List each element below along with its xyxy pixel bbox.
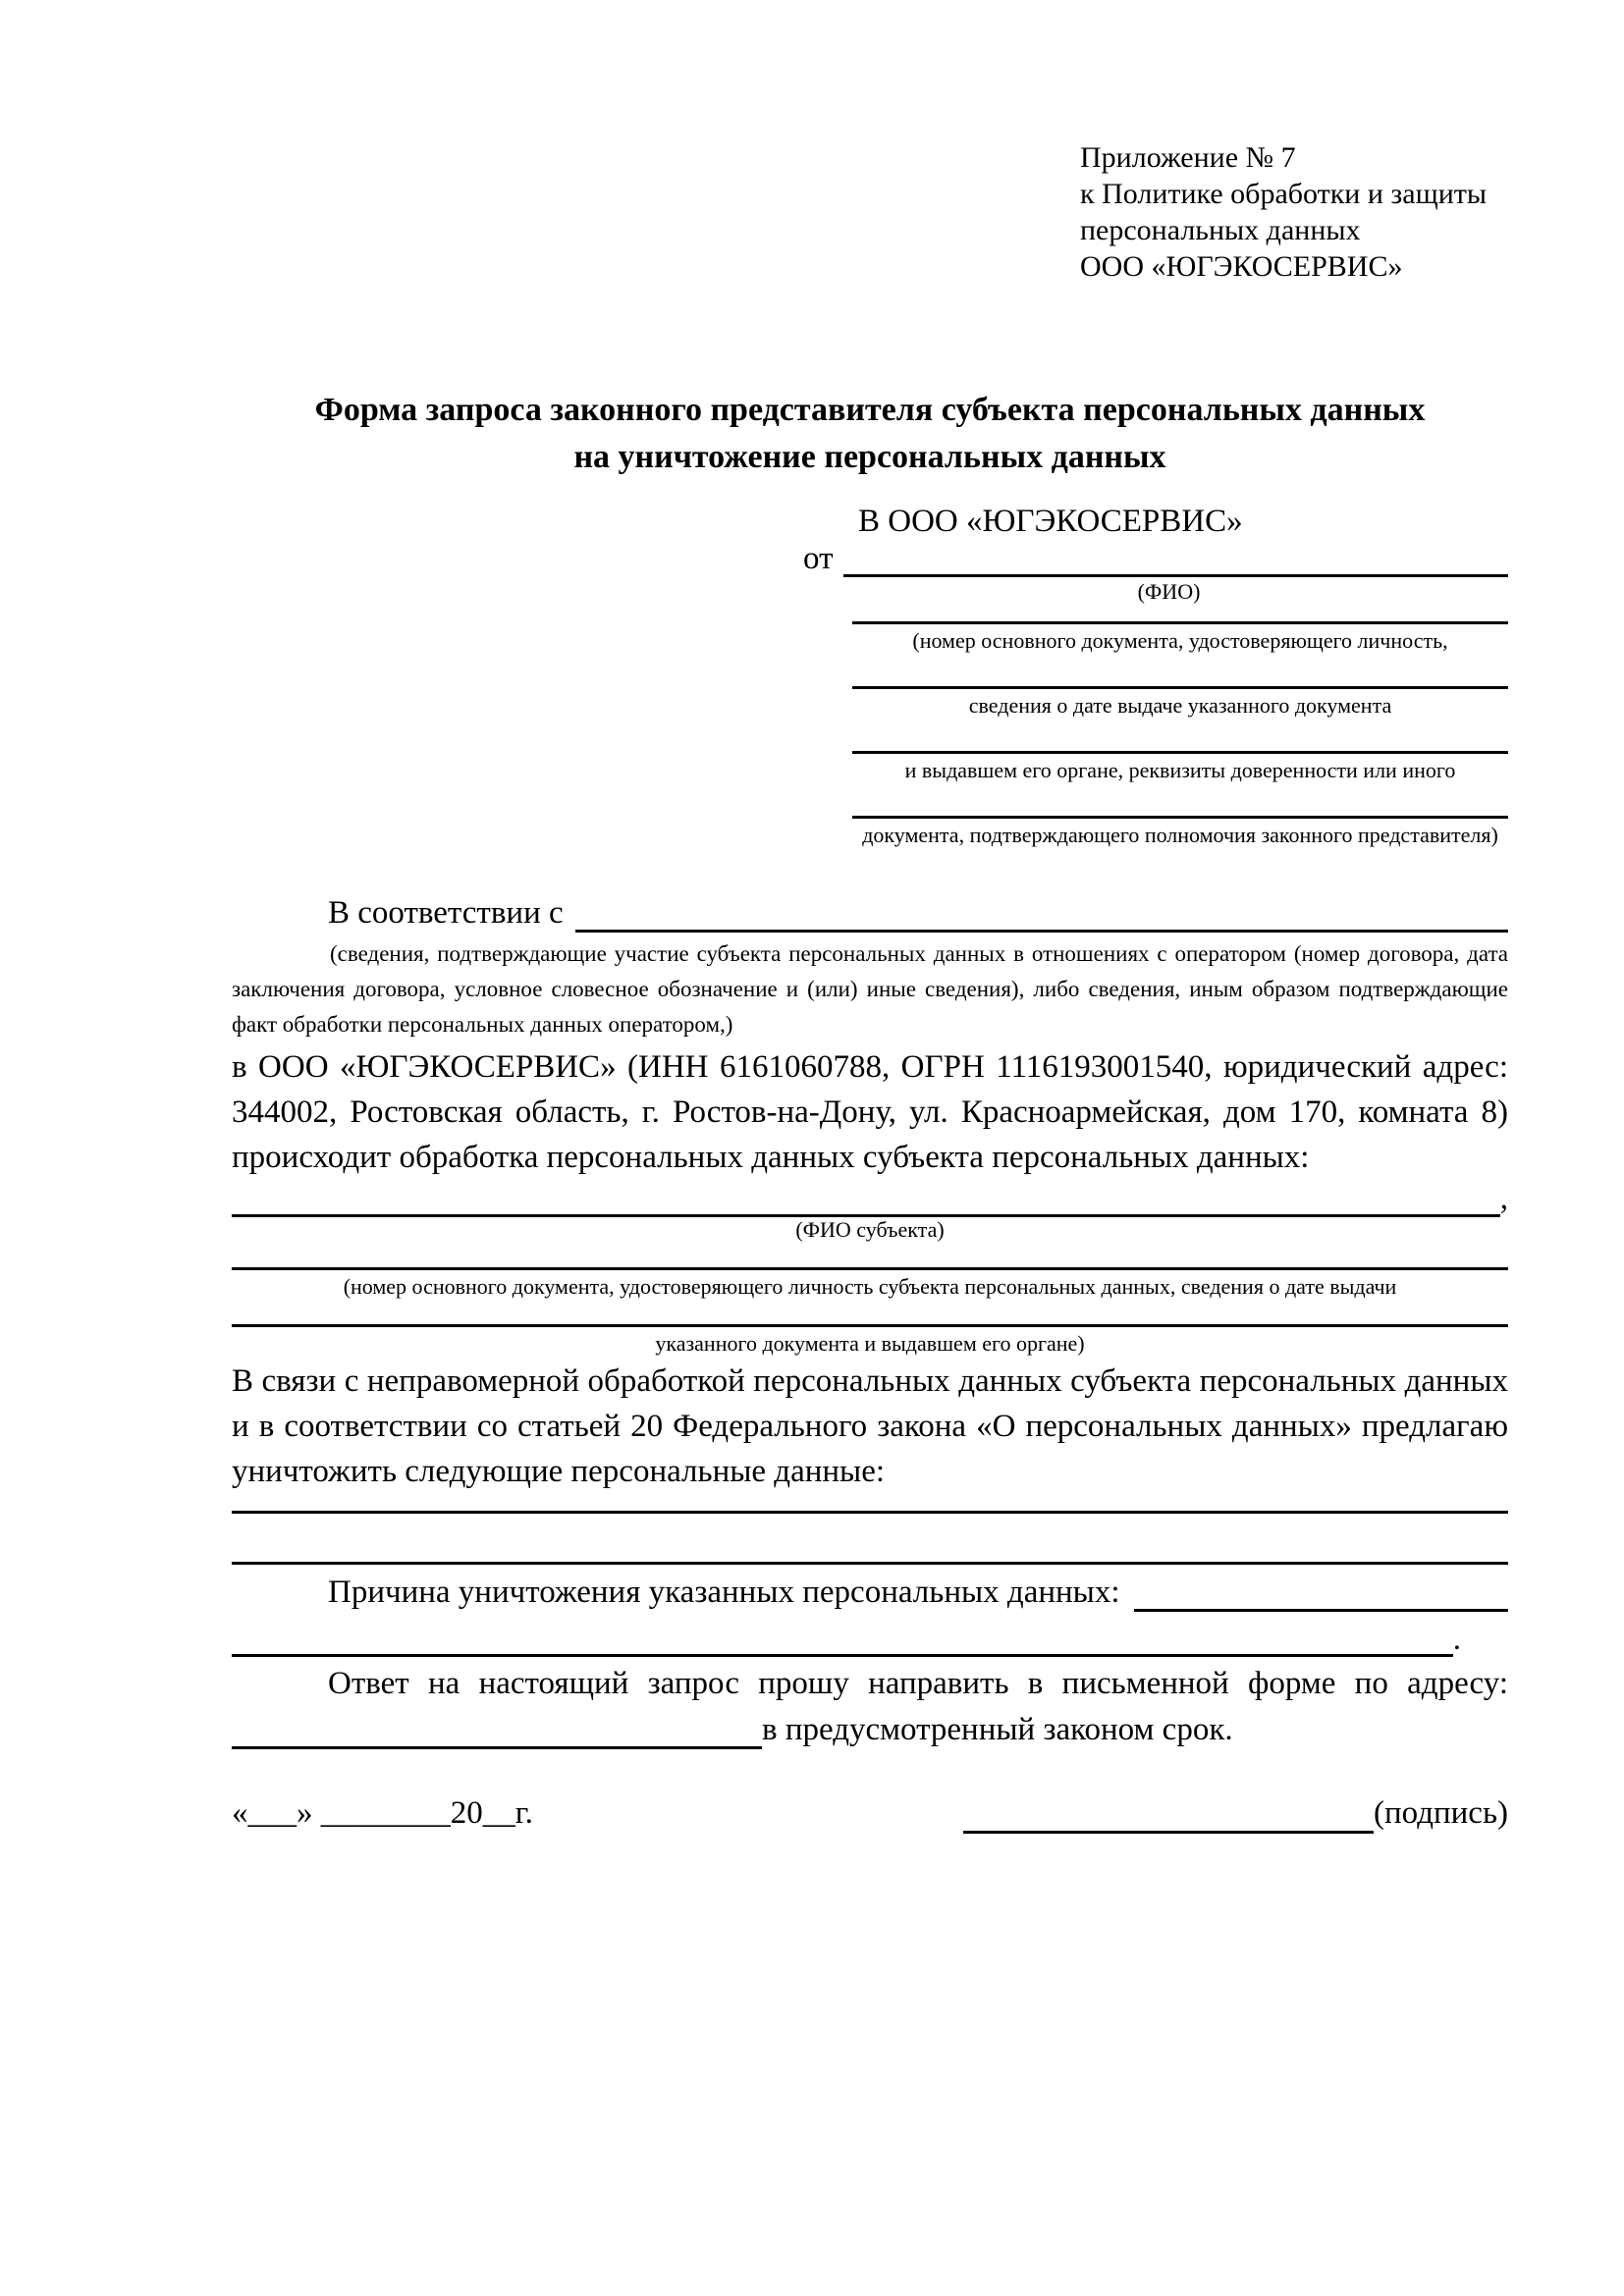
reason-continuation-row	[232, 1622, 1508, 1657]
date-line: «___» ________20__г.	[232, 1795, 533, 1831]
representative-doc-field-4	[852, 813, 1508, 848]
signature-caption: (подпись)	[1374, 1795, 1508, 1831]
blank-field-line	[852, 618, 1508, 624]
field-caption-1: (номер основного документа, удостоверяющего личность,	[912, 628, 1448, 653]
subject-doc-caption-2: указанного документа и выдавшем его органе)	[655, 1331, 1085, 1356]
document-title	[232, 387, 1508, 481]
answer-tail-text: в предусмотренный законом срок.	[762, 1712, 1233, 1747]
footer-row	[232, 1792, 1508, 1834]
reason-blank-line-2	[232, 1629, 1453, 1657]
data-to-destroy-blank-line-1	[232, 1508, 1508, 1514]
subject-name-blank-line	[232, 1188, 1500, 1217]
field-caption-3: и выдавшем его органе, реквизиты доверенности или иного	[904, 758, 1456, 782]
accordance-blank-line	[575, 901, 1508, 933]
signature-blank-line	[963, 1800, 1374, 1834]
answer-address-row	[232, 1710, 1508, 1749]
answer-paragraph: Ответ на настоящий запрос прошу направить в письменной форме по адресу:	[328, 1666, 1508, 1701]
operator-paragraph: в ООО «ЮГЭКОСЕРВИС» (ИНН 6161060788, ОГРН 1116193001540, юридический адрес: 344002, Ростовская область, г. Ростов-на-Дону, ул. Красноармейская, дом 170, комната 8) происходит обработка персональных данных субъекта персональных данных:	[232, 1049, 1508, 1175]
blank-field-line	[232, 1321, 1508, 1327]
appendix-line-4: ООО «ЮГЭКОСЕРВИС»	[1080, 250, 1403, 283]
representative-doc-field-3	[852, 748, 1508, 783]
field-caption-4: документа, подтверждающего полномочия законного представителя)	[862, 823, 1498, 847]
appendix-line-1: Приложение № 7	[1080, 141, 1296, 174]
reason-period: .	[1452, 1622, 1461, 1657]
representative-name-blank-line	[843, 548, 1509, 577]
representative-doc-field-2	[852, 683, 1508, 719]
field-caption-2: сведения о дате выдаче указанного документа	[968, 693, 1392, 718]
reason-blank-line	[1134, 1580, 1508, 1612]
subject-name-comma: ,	[1499, 1181, 1508, 1216]
address-blank-line	[232, 1718, 762, 1749]
from-label: от	[803, 541, 834, 576]
blank-field-line	[852, 813, 1508, 819]
accordance-row	[232, 893, 1508, 933]
data-to-destroy-blank-line-2	[232, 1559, 1508, 1565]
blank-field-line	[852, 748, 1508, 754]
from-row	[803, 540, 1508, 577]
title-line-1: Форма запроса законного представителя субъекта персональных данных	[314, 392, 1426, 428]
blank-field-line	[852, 683, 1508, 689]
subject-doc-field-2	[232, 1321, 1508, 1357]
addressee-company: В ООО «ЮГЭКОСЕРВИС»	[858, 504, 1243, 539]
title-line-2: на уничтожение персональных данных	[573, 439, 1166, 475]
blank-field-line	[232, 1264, 1508, 1270]
subject-doc-caption-1: (номер основного документа, удостоверяющего личность субъекта персональных данных, сведения о дате выдачи	[343, 1274, 1397, 1299]
subject-fio-caption: (ФИО субъекта)	[795, 1217, 945, 1242]
appendix-line-2: к Политике обработки и защиты	[1080, 178, 1488, 210]
subject-doc-field-1	[232, 1264, 1508, 1300]
reason-row	[232, 1573, 1508, 1612]
reason-label: Причина уничтожения указанных персональных данных:	[328, 1575, 1120, 1610]
subject-name-row	[232, 1180, 1508, 1217]
fio-caption: (ФИО)	[1137, 579, 1201, 604]
request-paragraph: В связи с неправомерной обработкой персональных данных субъекта персональных данных и в соответствии со статьей 20 Федерального закона «О персональных данных» предлагаю уничтожить следующие персональные данные:	[232, 1363, 1508, 1489]
appendix-line-3: персональных данных	[1080, 214, 1361, 246]
accordance-note: (сведения, подтверждающие участие субъекта персональных данных в отношениях с оператором (номер договора, дата заключения договора, условное словесное обозначение и (или) иные сведения), либо сведения, иным образом подтверждающие факт обработки персональных данных оператором,)	[232, 941, 1508, 1037]
representative-doc-field-1	[852, 618, 1508, 654]
accordance-label: В соответствии с	[328, 895, 564, 931]
appendix-header	[1080, 139, 1508, 285]
